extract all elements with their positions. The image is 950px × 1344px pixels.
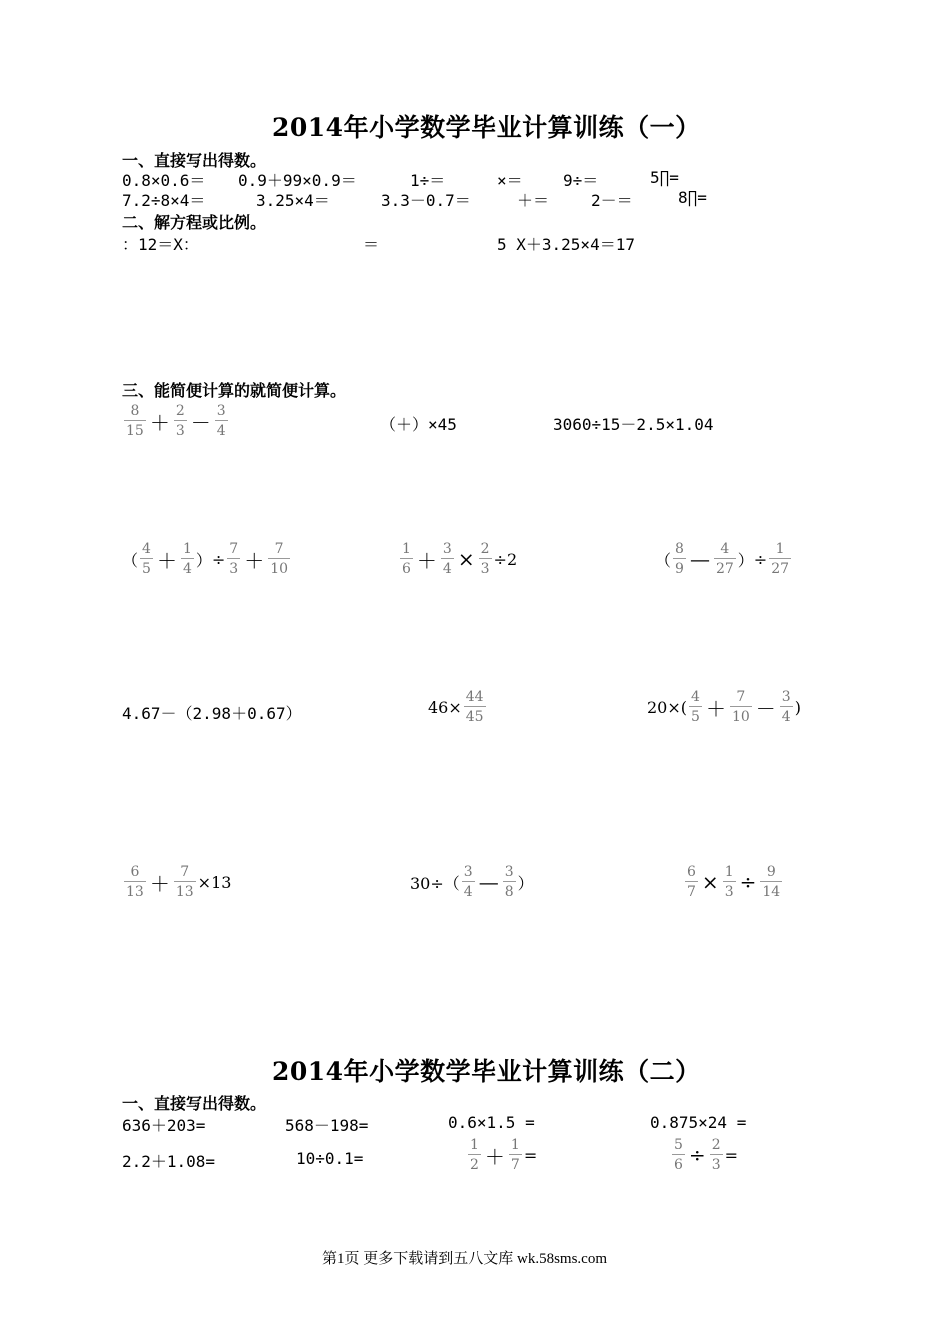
oral-item: 2.2＋1.08= xyxy=(122,1152,216,1171)
oral-item: 636＋203= xyxy=(122,1116,206,1135)
sheet1-section1-heading: 一、直接写出得数。 xyxy=(122,151,267,170)
fraction: $\frac{5}{6}$ xyxy=(674,1137,683,1173)
oral-fraction-item: $\frac{5}{6}$ ÷ $\frac{2}{3}$ = xyxy=(674,1137,739,1173)
calc-problem-1: $\frac{8}{15}$ ＋ $\frac{2}{3}$ － $\frac{3}{4}$ xyxy=(126,403,226,439)
equation-item: 5 X＋3.25×4＝17 xyxy=(497,235,635,254)
oral-item: 2－＝ xyxy=(591,191,633,210)
oral-item: 7.2÷8×4＝ xyxy=(122,191,206,210)
oral-item: 3.3－0.7＝ xyxy=(381,191,471,210)
fraction: $\frac{1}{6}$ xyxy=(402,541,411,577)
fraction: $\frac{1}{27}$ xyxy=(771,541,790,577)
page-footer: 第1页 更多下载请到五八文库 wk.58sms.com xyxy=(322,1251,608,1267)
oral-item: ×＝ xyxy=(497,171,523,190)
calc-problem-3: 3060÷15－2.5×1.04 xyxy=(553,415,714,434)
calc-problem-7: 4.67－（2.98＋0.67） xyxy=(122,704,302,723)
calc-problem-6: （ $\frac{8}{9}$ — $\frac{4}{27}$ ） ÷ $\frac{1}{27}$ xyxy=(655,541,790,577)
fraction: $\frac{3}{4}$ xyxy=(463,864,473,900)
sheet1-section3-heading: 三、能简便计算的就简便计算。 xyxy=(122,381,347,400)
fraction: $\frac{4}{27}$ xyxy=(715,541,734,577)
calc-problem-12: $\frac{6}{7}$ × $\frac{1}{3}$ ÷ $\frac{9}{14}$ xyxy=(687,864,781,900)
fraction: $\frac{2}{3}$ xyxy=(175,403,185,439)
fraction: $\frac{6}{7}$ xyxy=(687,864,696,900)
fraction: $\frac{8}{9}$ xyxy=(675,541,684,577)
oral-item: 5∏= xyxy=(650,168,679,187)
oral-item: ＋＝ xyxy=(517,191,550,210)
oral-item: 0.8×0.6＝ xyxy=(122,171,206,190)
equation-item: ：12＝X： xyxy=(122,235,199,254)
calc-problem-2: （＋）×45 xyxy=(380,415,457,434)
fraction: $\frac{2}{3}$ xyxy=(480,541,490,577)
oral-item: 3.25×4＝ xyxy=(256,191,330,210)
sheet2-section1-heading: 一、直接写出得数。 xyxy=(122,1094,267,1113)
fraction: $\frac{7}{10}$ xyxy=(731,689,750,725)
oral-fraction-item: $\frac{1}{2}$ ＋ $\frac{1}{7}$ = xyxy=(470,1137,538,1173)
sheet1-title: 2014年小学数学毕业计算训练（一） xyxy=(272,113,701,142)
oral-item: 9÷＝ xyxy=(563,171,599,190)
oral-item: 1÷＝ xyxy=(410,171,446,190)
equation-item: ＝ xyxy=(363,235,380,254)
oral-item: 0.9＋99×0.9＝ xyxy=(238,171,357,190)
fraction: $\frac{1}{2}$ xyxy=(470,1137,479,1173)
fraction: $\frac{2}{3}$ xyxy=(711,1137,721,1173)
fraction: $\frac{3}{8}$ xyxy=(504,864,514,900)
calc-problem-9: 20×( $\frac{4}{5}$ ＋ $\frac{7}{10}$ － $\frac{3}{4}$ ) xyxy=(647,689,801,725)
fraction: $\frac{8}{15}$ xyxy=(126,403,144,439)
calc-problem-10: $\frac{6}{13}$ ＋ $\frac{7}{13}$ ×13 xyxy=(126,864,232,900)
fraction: $\frac{4}{5}$ xyxy=(142,541,151,577)
fraction: $\frac{1}{3}$ xyxy=(724,864,734,900)
fraction: $\frac{3}{4}$ xyxy=(216,403,226,439)
calc-problem-5: $\frac{1}{6}$ ＋ $\frac{3}{4}$ × $\frac{2}{3}$ ÷2 xyxy=(402,541,518,577)
sheet1-section2-heading: 二、解方程或比例。 xyxy=(122,213,267,232)
fraction: $\frac{9}{14}$ xyxy=(762,864,781,900)
sheet2-title: 2014年小学数学毕业计算训练（二） xyxy=(272,1057,701,1086)
oral-item: 8∏= xyxy=(678,188,707,207)
oral-item: 568－198= xyxy=(285,1116,369,1135)
oral-item: 0.875×24 = xyxy=(650,1113,747,1132)
fraction: $\frac{1}{7}$ xyxy=(510,1137,520,1173)
fraction: $\frac{7}{13}$ xyxy=(175,864,194,900)
calc-problem-8: 46× $\frac{44}{45}$ xyxy=(428,689,484,725)
calc-problem-11: 30÷（ $\frac{3}{4}$ — $\frac{3}{8}$ ） xyxy=(410,864,534,900)
fraction: $\frac{6}{13}$ xyxy=(126,864,144,900)
fraction: $\frac{7}{10}$ xyxy=(270,541,289,577)
fraction: $\frac{3}{4}$ xyxy=(442,541,452,577)
oral-item: 10÷0.1= xyxy=(296,1149,364,1168)
fraction: $\frac{1}{4}$ xyxy=(182,541,192,577)
calc-problem-4: （ $\frac{4}{5}$ ＋ $\frac{1}{4}$ ） ÷ $\frac{7}{3}$ ＋ $\frac{7}{10}$ xyxy=(122,541,289,577)
oral-item: 0.6×1.5 = xyxy=(448,1113,535,1132)
fraction: $\frac{4}{5}$ xyxy=(691,689,700,725)
fraction: $\frac{3}{4}$ xyxy=(781,689,791,725)
fraction: $\frac{7}{3}$ xyxy=(229,541,239,577)
fraction: $\frac{44}{45}$ xyxy=(465,689,484,725)
